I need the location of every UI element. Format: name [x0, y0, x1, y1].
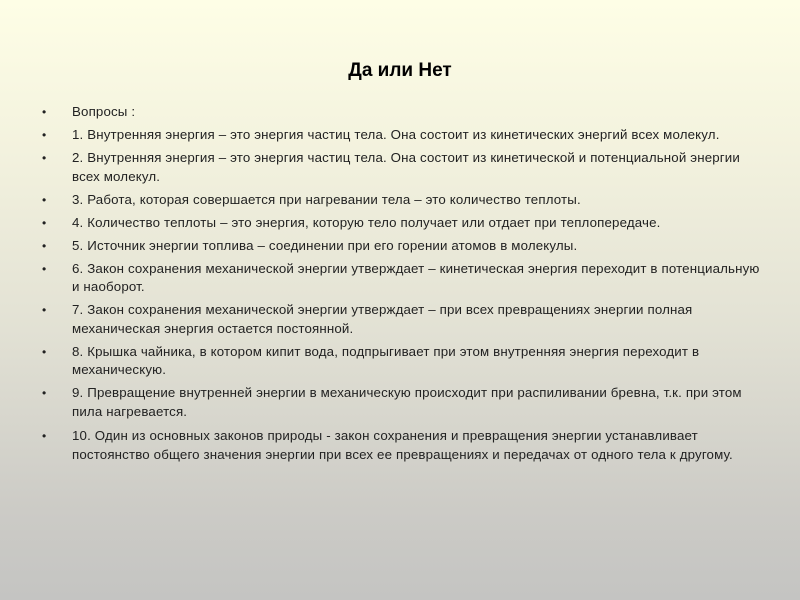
bullet-icon: •	[42, 344, 47, 359]
list-item	[42, 237, 762, 256]
list-item-header	[42, 103, 762, 122]
list-item	[42, 260, 762, 297]
bullet-icon: •	[42, 238, 47, 253]
bullet-icon: •	[42, 105, 47, 119]
list-item-text: 2. Внутренняя энергия – это энергия частиц тела. Она состоит из кинетической и потенциальной энергии всех молекул.	[72, 150, 740, 184]
list-item	[42, 149, 762, 186]
list-item-text: 7. Закон сохранения механической энергии утверждает – при всех превращениях энергии полная механическая энергия остается постоянной.	[72, 302, 693, 336]
list-item-text: 5. Источник энергии топлива – соединении при его горении атомов в молекулы.	[72, 237, 578, 253]
bullet-icon: •	[42, 215, 47, 230]
list-item	[42, 301, 762, 338]
list-item	[42, 126, 762, 145]
list-item	[42, 214, 762, 233]
list-item	[42, 191, 762, 210]
list-item-text: 1. Внутренняя энергия – это энергия частиц тела. Она состоит из кинетических энергий всех молекул.	[72, 127, 720, 142]
bullet-icon: •	[42, 128, 47, 142]
list-item-text: 6. Закон сохранения механической энергии утверждает – кинетическая энергия переходит в потенциальную и наоборот.	[72, 260, 760, 294]
bullet-icon: •	[42, 386, 47, 400]
list-item	[42, 343, 762, 380]
slide-title: Да или Нет	[348, 60, 452, 81]
bullet-icon: •	[42, 151, 47, 165]
list-item	[42, 384, 762, 421]
bullet-icon: •	[42, 303, 47, 317]
question-list	[42, 103, 762, 469]
list-item-text: 10. Один из основных законов природы - закон сохранения и превращения энергии устанавливает постоянство общего значения энергии при всех ее превращениях и передачах от одного тела к другому.	[72, 428, 733, 462]
bullet-icon: •	[42, 429, 47, 443]
list-item-text: 9. Превращение внутренней энергии в механическую происходит при распиливании бревна, т.к. при этом пила нагревается.	[72, 385, 742, 419]
bullet-icon: •	[42, 261, 47, 276]
list-item-text: 8. Крышка чайника, в котором кипит вода, подпрыгивает при этом внутренняя энергия переходит в механическую.	[72, 343, 700, 377]
list-item-text: 3. Работа, которая совершается при нагревании тела – это количество теплоты.	[72, 191, 581, 207]
list-item-text: Вопросы :	[72, 104, 136, 119]
bullet-icon: •	[42, 192, 47, 207]
list-item	[42, 427, 762, 464]
list-item-text: 4. Количество теплоты – это энергия, которую тело получает или отдает при теплопередаче.	[72, 214, 661, 230]
